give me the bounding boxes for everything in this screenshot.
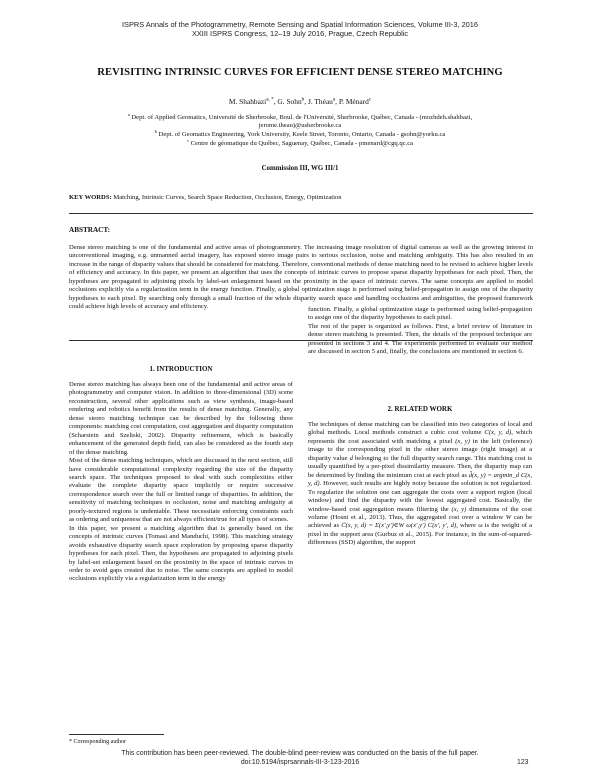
paragraph: The techniques of dense matching can be classified into two categories of local and global methods. Local methods construct a cubic cost volume C(x, y, d), which represents the cost associated with matching a pixel (x, y) in the left (reference) image to the corresponding pixel in the other stereo image (right image) at a disparity value d belonging to the full disparity search range. This matching cost is usually quantified by a per-pixel dissimilarity measure. Then, the disparity map can be determined by finding the minimum cost at each pixel as d̂(x, y) = argmin_d C(x, y, d). However, such results are highly noisy because the solution is not regularized. To regularize the solution one can aggregate the costs over a support region (local window) and find the disparity with the lowest aggregated cost. Basically, the window-based cost aggregation means filtering the (x, y) dimensions of the cost volume (Hosni et al., 2013). Thus, the aggregated cost over a window W can be achieved as C̄(x, y, d) = Σ(x′,y′)∈W ω(x′,y′) C(x′, y′, d), where ω is the weight of a pixel in the support area (Gurbuz et al., 2015). For instance, in the sum-of-squared-differences (SSD) algorithm, the support: [308, 421, 533, 547]
running-header-line2: XXIII ISPRS Congress, 12–19 July 2016, Prague, Czech Republic: [191, 29, 409, 38]
section-heading-introduction: 1. INTRODUCTION: [149, 365, 213, 373]
paragraph: In this paper, we present a matching algorithm that is generally based on the concepts of intrinsic curves (Tomasi and Manduchi, 1998). This matching strategy avoids exhaustive disparity search space exploration by proposing sparse disparity hypotheses for each pixel. Then, the hypotheses are propagated to adjoining pixels by label-set enlargement based on the proximity in the space of intrinsic curves in order to avoid gaps created due to noise. The same concepts are applied to model occlusions explicitly via a regularization term in the energy: [69, 524, 293, 583]
paragraph: Dense stereo matching has always been one of the fundamental and active areas of photogrammetry and computer vision. In addition to three-dimensional (3D) scene reconstruction, several other applications such as view synthesis, image-based rendering and robotics benefit from the results of dense matching. Generally, any dense stereo matching technique can be described by the following three components: matching cost computation, cost aggregation and disparity computation (Scharstein and Szeliski, 2002). Disparity refinement, which is basically enhancement of the generated depth field, can also be considered as the fourth step of the dense matching.: [69, 381, 293, 456]
paragraph: The rest of the paper is organized as follows. First, a brief review of literature in dense stereo matching is presented. Then, the details of the proposed technique are presented in sections 3 and 4. The experiments performed to evaluate our method are discussed in section 5 and, finally, the conclusions are mentioned in section 6.: [308, 322, 532, 356]
keywords: [69, 194, 549, 201]
math-inline: (x, y): [455, 437, 470, 445]
math-inline: C(x, y, d): [484, 429, 512, 437]
footer-doi: doi:10.5194/isprsannals-III-3-123-2016: [240, 759, 360, 766]
page-number: 123: [517, 759, 529, 766]
footnote-rule: [69, 734, 164, 735]
abstract-body: Dense stereo matching is one of the fundamental and active areas of photogrammetry. The increasing image resolution of digital cameras as well as the growing interest in unconventional imaging, e.g. unmanned aerial imagery, has exposed stereo image pairs to serious occlusion, noise and matching ambiguity. This has also resulted in an increase in the range of disparity values that should be considered for matching. Therefore, conventional methods of dense matching need to be revised to achieve higher levels of efficiency and accuracy. In this paper, we present an algorithm that uses the concepts of intrinsic curves to propose sparse disparity hypotheses for each pixel. Then, the hypotheses are propagated to adjoining pixels by label-set enlargement based on the proximity in the space of intrinsic curves. The same concepts are applied to model occlusions explicitly via a regularization term in the energy function. Finally, a global optimization stage is performed using belief-propagation to assign one of the disparity hypotheses to each pixel. By searching only through a small fraction of the whole disparity search space and handling occlusions and ambiguities, the proposed framework could achieve high levels of accuracy and efficiency.: [69, 244, 533, 311]
author-sup: a, *: [266, 96, 274, 103]
author-name: G. Sohn: [277, 97, 302, 106]
math-inline: d: [349, 454, 353, 462]
author-name: M. Shahbazi: [228, 97, 267, 106]
author-sup: a: [332, 96, 336, 103]
paragraph: Most of the dense matching techniques, which are discussed in the next section, still have considerable computational complexity regarding the size of the disparity search space. The techniques proposed to deal with such complexities either evaluate the complete disparity space implicitly or require successive correspondence search over the full or limited range of disparities. In addition, the sensitivity of matching techniques to occlusion, noise and matching ambiguity at poorly-textured regions is undeniable. These necessitate enforcing constraints such as ordering and uniqueness that are not always efficient/true for all types of scenes.: [69, 457, 293, 524]
running-header-line1: ISPRS Annals of the Photogrammetry, Remote Sensing and Spatial Information Sciences, Volume III-3, 2016: [121, 20, 479, 29]
keywords-label: KEY WORDS:: [69, 194, 112, 201]
author-sup: b: [301, 96, 305, 103]
commission-label: Commission III, WG III/1: [261, 165, 339, 172]
math-inline: W: [505, 513, 512, 521]
math-inline: (x, y): [451, 505, 467, 513]
paper-title: REVISITING INTRINSIC CURVES FOR EFFICIENT DENSE STEREO MATCHING: [97, 67, 503, 78]
equation-aggregation: C̄(x, y, d) = Σ(x′,y′)∈W ω(x′,y′) C(x′, y′, d): [341, 522, 457, 530]
keywords-text: Matching, Intrinsic Curves, Search Space Reduction, Occlusion, Energy, Optimization: [113, 194, 342, 201]
left-column: [69, 381, 293, 584]
divider-top: [69, 213, 533, 214]
affiliation-c: $^c$ Centre de géomatique du Québec, Saguenay, Québec, Canada - pmenard@cgq.qc.ca: [186, 137, 414, 147]
footnote: * Corresponding author: [69, 739, 126, 745]
author-list: M. Shahbazi$^{a, *}$, G. Sohn$^b$, J. Théau$^a$, P. Ménard$^c$: [228, 96, 372, 106]
equation-argmin: d̂(x, y) = argmin_d C(x, y, d): [308, 471, 532, 488]
author-name: P. Ménard: [338, 97, 369, 106]
affiliation-a: $^a$ Dept. of Applied Geomatics, Université de Sherbrooke, Boul. de l'Université, Sherbrooke, Québec, Canada - (mozhdeh.shahbazi, jerome.theau)@usherbrooke.ca: [127, 111, 473, 130]
paragraph: function. Finally, a global optimization stage is performed using belief-propagation to assign one of the disparity hypotheses to each pixel.: [308, 306, 532, 322]
affiliation-b: $^b$ Dept. of Geomatics Engineering, York University, Keele Street, Toronto, Ontario, Canada - gsohn@yorku.ca: [154, 128, 446, 138]
right-column-top: [308, 306, 532, 357]
right-column-related: [308, 421, 532, 548]
author-sup: c: [368, 96, 372, 103]
footer-peer-review: This contribution has been peer-reviewed. The double-blind peer-review was conducted on the basis of the full paper.: [121, 750, 479, 757]
abstract-heading: ABSTRACT:: [69, 226, 111, 234]
author-name: J. Théau: [307, 97, 333, 106]
section-heading-related-work: 2. RELATED WORK: [387, 405, 453, 413]
